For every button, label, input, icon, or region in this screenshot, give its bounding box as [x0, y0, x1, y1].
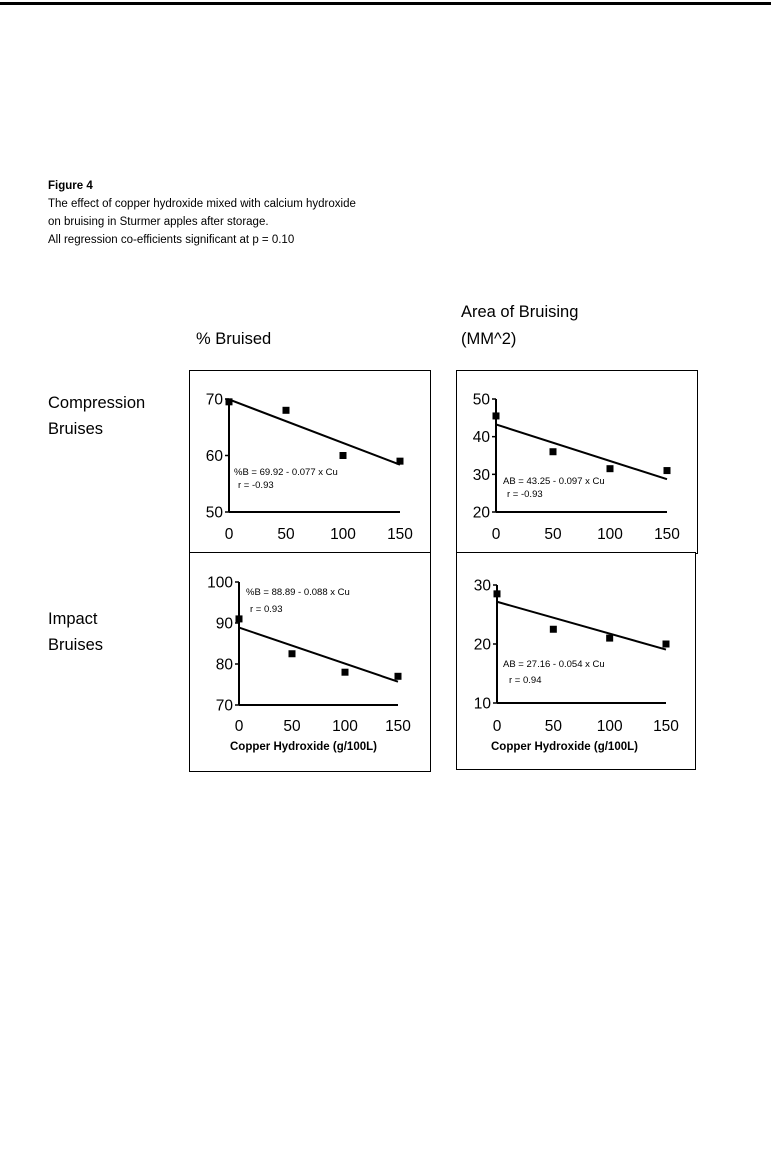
data-point — [340, 452, 347, 459]
regression-equation: %B = 69.92 - 0.077 x Cu — [234, 467, 338, 478]
row-header-compression-line1: Compression — [48, 394, 146, 412]
figure-caption — [48, 177, 356, 249]
regression-line — [239, 628, 398, 682]
chart-panel-compression-area — [456, 370, 698, 554]
correlation-coefficient: r = -0.93 — [238, 480, 274, 491]
figure-label: Figure 4 — [48, 180, 93, 192]
y-tick-label: 10 — [473, 695, 491, 713]
y-tick-label: 70 — [215, 697, 233, 715]
x-tick-label: 150 — [654, 526, 680, 543]
caption-line-1: The effect of copper hydroxide mixed with calcium hydroxide — [48, 198, 356, 210]
data-point — [663, 641, 670, 648]
regression-equation: %B = 88.89 - 0.088 x Cu — [246, 587, 350, 598]
y-tick-label: 30 — [472, 466, 490, 484]
correlation-coefficient: r = 0.93 — [250, 604, 283, 615]
data-point — [226, 398, 233, 405]
correlation-coefficient: r = 0.94 — [509, 675, 542, 686]
x-tick-label: 0 — [492, 718, 502, 735]
row-header-impact-line1: Impact — [48, 610, 98, 628]
chart-panel-impact-area — [456, 552, 696, 770]
regression-line — [496, 424, 667, 479]
data-point — [236, 615, 243, 622]
x-tick-label: 50 — [544, 718, 562, 735]
regression-equation: AB = 43.25 - 0.097 x Cu — [503, 476, 605, 487]
x-tick-label: 100 — [596, 718, 623, 735]
y-tick-label: 50 — [472, 391, 490, 409]
row-header-impact-line2: Bruises — [48, 636, 104, 654]
x-tick-label: 0 — [224, 526, 234, 543]
regression-line — [229, 399, 400, 464]
x-tick-label: 0 — [234, 718, 244, 735]
x-tick-label: 150 — [385, 718, 411, 735]
row-header-compression-line2: Bruises — [48, 420, 104, 438]
x-tick-label: 100 — [332, 718, 358, 735]
x-tick-label: 150 — [653, 718, 679, 735]
x-tick-label: 150 — [387, 526, 413, 543]
chart-impact-area — [457, 553, 695, 769]
chart-compression-percent — [190, 371, 430, 553]
chart-panel-impact-percent — [189, 552, 431, 772]
x-tick-label: 50 — [277, 526, 295, 543]
y-tick-label: 30 — [473, 577, 491, 595]
chart-panel-compression-percent — [189, 370, 431, 554]
data-point — [289, 650, 296, 657]
caption-line-2: on bruising in Sturmer apples after storage. — [48, 216, 269, 228]
x-axis-label: Copper Hydroxide (g/100L) — [230, 741, 377, 753]
y-tick-label: 50 — [205, 504, 223, 522]
data-point — [664, 467, 671, 474]
caption-line-3: All regression co-efficients significant at p = 0.10 — [48, 234, 295, 246]
y-tick-label: 80 — [215, 656, 233, 674]
column-header-percent-bruised: % Bruised — [196, 330, 272, 348]
y-tick-label: 20 — [472, 504, 490, 522]
y-tick-label: 60 — [205, 448, 223, 465]
top-rule — [0, 2, 771, 5]
data-point — [342, 669, 349, 676]
y-tick-label: 100 — [207, 574, 233, 592]
y-tick-label: 40 — [472, 429, 490, 447]
data-point — [283, 407, 290, 414]
data-point — [606, 635, 613, 642]
data-point — [397, 458, 404, 465]
data-point — [395, 673, 402, 680]
x-tick-label: 0 — [491, 526, 501, 543]
y-tick-label: 90 — [215, 615, 233, 633]
data-point — [550, 626, 557, 633]
chart-impact-percent — [190, 553, 430, 771]
x-tick-label: 50 — [544, 526, 562, 543]
x-tick-label: 50 — [283, 718, 301, 735]
y-tick-label: 20 — [473, 636, 491, 654]
y-tick-label: 70 — [205, 391, 223, 409]
column-header-area-line1: Area of Bruising — [461, 303, 579, 321]
x-tick-label: 100 — [330, 526, 356, 543]
data-point — [607, 465, 614, 472]
regression-equation: AB = 27.16 - 0.054 x Cu — [503, 659, 605, 670]
correlation-coefficient: r = -0.93 — [507, 489, 543, 500]
regression-line — [497, 602, 666, 650]
x-axis-label: Copper Hydroxide (g/100L) — [491, 741, 638, 753]
column-header-area-line2: (MM^2) — [461, 330, 517, 348]
x-tick-label: 100 — [597, 526, 623, 543]
chart-compression-area — [457, 371, 697, 553]
data-point — [550, 448, 557, 455]
data-point — [493, 412, 500, 419]
data-point — [494, 590, 501, 597]
